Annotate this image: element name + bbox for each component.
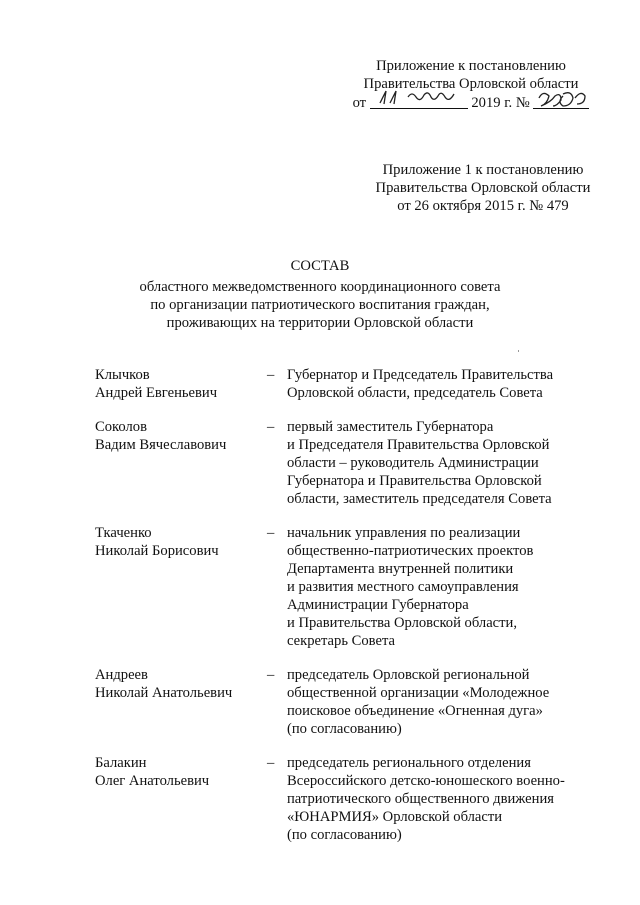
member-row xyxy=(95,754,595,844)
role-line: секретарь Совета xyxy=(287,633,395,649)
dash-separator: – xyxy=(267,367,275,383)
member-role xyxy=(287,666,595,738)
attachment-header-original xyxy=(356,161,610,215)
header-line: Правительства Орловской области xyxy=(363,76,579,92)
handwritten-number-signature xyxy=(533,88,589,108)
dash-separator: – xyxy=(267,419,275,435)
dash-separator: – xyxy=(267,755,275,771)
member-name xyxy=(95,418,265,454)
role-line: и развития местного самоуправления xyxy=(287,579,519,595)
role-line: (по согласованию) xyxy=(287,721,402,737)
role-line: области – руководитель Администрации xyxy=(287,455,539,471)
title-heading: СОСТАВ xyxy=(290,258,350,274)
member-name xyxy=(95,366,265,402)
role-line: и Председателя Правительства Орловской xyxy=(287,437,550,453)
handwritten-date-signature xyxy=(370,88,468,108)
role-line: поисковое объединение «Огненная дуга» xyxy=(287,703,543,719)
header-line: Правительства Орловской области xyxy=(375,180,591,196)
role-line: (по согласованию) xyxy=(287,827,402,843)
council-members-list xyxy=(95,366,595,860)
role-line: патриотического общественного движения xyxy=(287,791,554,807)
role-line: первый заместитель Губернатора xyxy=(287,419,494,435)
role-line: общественной организации «Молодежное xyxy=(287,685,550,701)
role-line: Администрации Губернатора xyxy=(287,597,469,613)
header-line: Приложение 1 к постановлению xyxy=(382,162,584,178)
date-year: 2019 г. № xyxy=(471,95,530,111)
role-line: «ЮНАРМИЯ» Орловской области xyxy=(287,809,503,825)
member-row xyxy=(95,418,595,508)
member-surname: Клычков xyxy=(95,367,150,383)
member-name xyxy=(95,754,265,790)
role-line: Департамента внутренней политики xyxy=(287,561,514,577)
role-line: Губернатор и Председатель Правительства xyxy=(287,367,554,383)
member-given-names: Андрей Евгеньевич xyxy=(95,385,218,401)
member-given-names: Олег Анатольевич xyxy=(95,773,210,789)
member-row xyxy=(95,524,595,650)
handwritten-date xyxy=(370,93,468,109)
member-name xyxy=(95,666,265,702)
member-name xyxy=(95,524,265,560)
member-surname: Балакин xyxy=(95,755,147,771)
handwritten-number xyxy=(533,93,589,109)
member-role xyxy=(287,524,595,650)
member-given-names: Николай Анатольевич xyxy=(95,685,233,701)
member-given-names: Николай Борисович xyxy=(95,543,219,559)
role-line: и Правительства Орловской области, xyxy=(287,615,517,631)
dash-separator: – xyxy=(267,667,275,683)
header-line: от 26 октября 2015 г. № 479 xyxy=(397,198,569,214)
member-row xyxy=(95,366,595,402)
member-surname: Соколов xyxy=(95,419,147,435)
dash-separator: – xyxy=(267,525,275,541)
member-surname: Андреев xyxy=(95,667,148,683)
header-date-line xyxy=(340,93,602,112)
title-line: проживающих на территории Орловской области xyxy=(166,315,474,331)
member-row xyxy=(95,666,595,738)
role-line: председатель Орловской региональной xyxy=(287,667,530,683)
date-prefix: от xyxy=(352,95,367,111)
role-line: председатель регионального отделения xyxy=(287,755,531,771)
member-given-names: Вадим Вячеславович xyxy=(95,437,227,453)
scan-speck xyxy=(518,350,519,352)
role-line: области, заместитель председателя Совета xyxy=(287,491,552,507)
role-line: Орловской области, председатель Совета xyxy=(287,385,543,401)
title-line: областного межведомственного координационного совета xyxy=(139,279,501,295)
role-line: Губернатора и Правительства Орловской xyxy=(287,473,542,489)
member-surname: Ткаченко xyxy=(95,525,152,541)
member-role xyxy=(287,418,595,508)
role-line: начальник управления по реализации xyxy=(287,525,521,541)
member-role xyxy=(287,366,595,402)
role-line: Всероссийского детско-юношеского военно- xyxy=(287,773,565,789)
title-line: по организации патриотического воспитания граждан, xyxy=(150,297,490,313)
attachment-header-current xyxy=(340,57,602,112)
role-line: общественно-патриотических проектов xyxy=(287,543,534,559)
header-line: Приложение к постановлению xyxy=(376,58,566,74)
document-title xyxy=(100,257,540,332)
member-role xyxy=(287,754,595,844)
